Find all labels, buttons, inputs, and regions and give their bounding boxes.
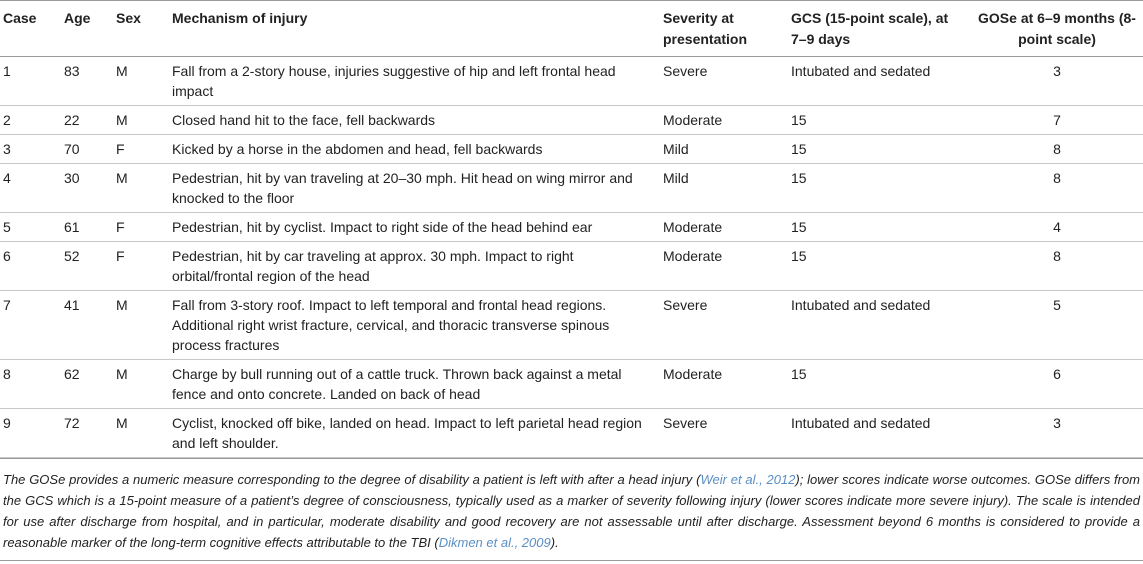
- header-severity: Severity at presentation: [663, 10, 748, 47]
- cell-severity: Moderate: [663, 366, 723, 382]
- cell-mechanism: Pedestrian, hit by car traveling at approx. 30 mph. Impact to right orbital/frontal region of the head: [172, 248, 574, 284]
- cell-severity: Mild: [663, 170, 689, 186]
- cell-sex: M: [116, 63, 128, 79]
- header-gose: GOSe at 6–9 months (8-point scale): [978, 10, 1136, 47]
- cell-gcs: Intubated and sedated: [791, 415, 931, 431]
- cell-case: 6: [3, 248, 11, 264]
- cell-case: 9: [3, 415, 11, 431]
- cell-sex: M: [116, 297, 128, 313]
- cell-age: 61: [64, 219, 80, 235]
- cell-gose: 8: [1053, 248, 1061, 264]
- table-row: [0, 57, 1143, 106]
- cell-age: 41: [64, 297, 80, 313]
- table-row: [0, 164, 1143, 213]
- cell-gose: 8: [1053, 170, 1061, 186]
- cell-case: 4: [3, 170, 11, 186]
- footnote-text-2: ); lower scores indicate worse outcomes. GOSe differs from the GCS which is a 15-point measure of a patient’s degree of consciousness, typically used as a marker of severity following injury (lower scores indicate more severe injury). The scale is intended for use after discharge from hospital, and in particular, moderate disability and good recovery are not assessable until after discharge. Assessment beyond 6 months is considered to provide a reasonable marker of the long-term cognitive effects attributable to the TBI (: [3, 472, 1141, 550]
- citation-link-dikmen[interactable]: Dikmen et al., 2009: [438, 535, 551, 550]
- cell-mechanism: Fall from 3-story roof. Impact to left temporal and frontal head regions. Additional right wrist fracture, cervical, and thoracic transverse spinous process fractures: [172, 297, 610, 353]
- header-age: Age: [64, 10, 91, 26]
- cell-age: 22: [64, 112, 80, 128]
- cell-age: 52: [64, 248, 80, 264]
- cell-severity: Moderate: [663, 112, 723, 128]
- cell-age: 83: [64, 63, 80, 79]
- cell-gcs: 15: [791, 170, 807, 186]
- cell-mechanism: Fall from a 2-story house, injuries suggestive of hip and left frontal head impact: [172, 63, 616, 99]
- cell-age: 72: [64, 415, 80, 431]
- cell-case: 3: [3, 141, 11, 157]
- footnote-text-1: The GOSe provides a numeric measure corresponding to the degree of disability a patient is left with after a head injury (: [3, 472, 701, 487]
- cell-mechanism: Cyclist, knocked off bike, landed on head. Impact to left parietal head region and left shoulder.: [172, 415, 642, 451]
- cell-age: 30: [64, 170, 80, 186]
- citation-link-weir[interactable]: Weir et al., 2012: [700, 472, 796, 487]
- cell-severity: Moderate: [663, 248, 723, 264]
- cell-sex: F: [116, 248, 125, 264]
- cell-gcs: Intubated and sedated: [791, 63, 931, 79]
- cell-severity: Mild: [663, 141, 689, 157]
- cell-age: 62: [64, 366, 80, 382]
- table-row: [0, 409, 1143, 458]
- cell-severity: Severe: [663, 63, 708, 79]
- table-footnote: [0, 458, 1143, 561]
- header-gcs: GCS (15-point scale), at 7–9 days: [791, 10, 949, 47]
- cell-gcs: 15: [791, 219, 807, 235]
- cell-gose: 3: [1053, 63, 1061, 79]
- table-row: [0, 242, 1143, 291]
- header-mechanism: Mechanism of injury: [172, 10, 308, 26]
- footnote-text-3: ).: [550, 535, 559, 550]
- cell-mechanism: Pedestrian, hit by van traveling at 20–30 mph. Hit head on wing mirror and knocked to the floor: [172, 170, 633, 206]
- cell-sex: F: [116, 219, 125, 235]
- header-row: [0, 1, 1143, 57]
- cell-age: 70: [64, 141, 80, 157]
- table-row: [0, 291, 1143, 360]
- cell-case: 7: [3, 297, 11, 313]
- cell-mechanism: Charge by bull running out of a cattle truck. Thrown back against a metal fence and onto concrete. Landed on back of head: [172, 366, 622, 402]
- cell-gcs: Intubated and sedated: [791, 297, 931, 313]
- table-row: [0, 106, 1143, 135]
- header-case: Case: [3, 10, 37, 26]
- cell-severity: Severe: [663, 415, 708, 431]
- cell-gose: 5: [1053, 297, 1061, 313]
- table-row: [0, 213, 1143, 242]
- cell-mechanism: Kicked by a horse in the abdomen and head, fell backwards: [172, 141, 543, 157]
- cell-mechanism: Pedestrian, hit by cyclist. Impact to right side of the head behind ear: [172, 219, 593, 235]
- cell-sex: M: [116, 415, 128, 431]
- cell-sex: M: [116, 112, 128, 128]
- cell-case: 1: [3, 63, 11, 79]
- cell-severity: Moderate: [663, 219, 723, 235]
- cell-gcs: 15: [791, 141, 807, 157]
- table-row: [0, 360, 1143, 409]
- cell-gose: 3: [1053, 415, 1061, 431]
- cell-sex: F: [116, 141, 125, 157]
- cell-gose: 6: [1053, 366, 1061, 382]
- cell-case: 5: [3, 219, 11, 235]
- cell-mechanism: Closed hand hit to the face, fell backwards: [172, 112, 436, 128]
- cell-sex: M: [116, 366, 128, 382]
- cell-severity: Severe: [663, 297, 708, 313]
- table-row: [0, 135, 1143, 164]
- cell-gcs: 15: [791, 248, 807, 264]
- cell-gose: 8: [1053, 141, 1061, 157]
- cell-gcs: 15: [791, 112, 807, 128]
- cell-case: 8: [3, 366, 11, 382]
- header-sex: Sex: [116, 10, 141, 26]
- cell-gose: 4: [1053, 219, 1061, 235]
- cell-gcs: 15: [791, 366, 807, 382]
- cell-case: 2: [3, 112, 11, 128]
- cell-gose: 7: [1053, 112, 1061, 128]
- cell-sex: M: [116, 170, 128, 186]
